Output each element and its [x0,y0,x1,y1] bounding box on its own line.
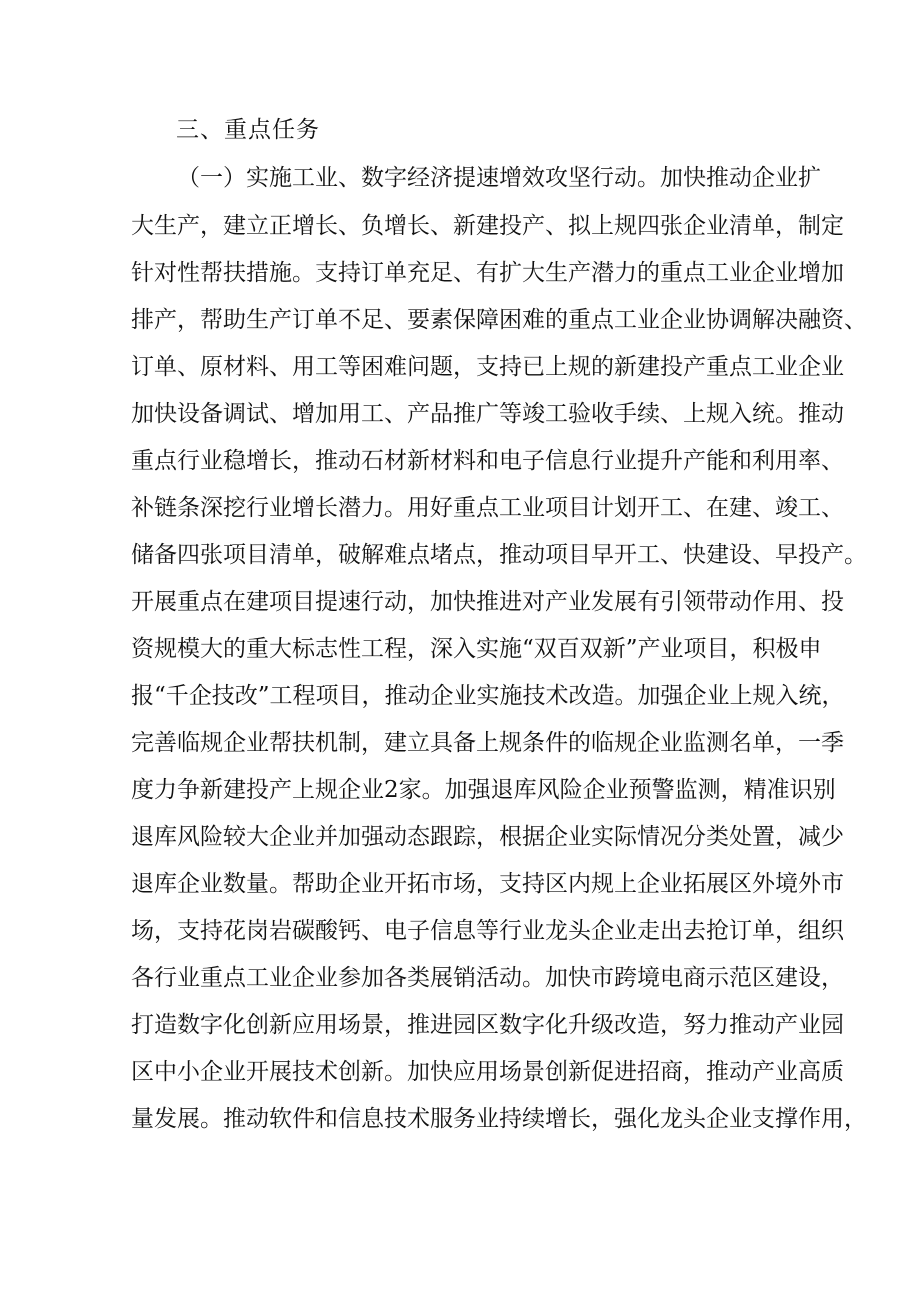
paragraph-line: （一）实施工业、数字经济提速增效攻坚行动。加快推动企业扩 [177,165,821,191]
paragraph-line: 大生产，建立正增长、负增长、新建投产、拟上规四张企业清单，制定 [131,213,844,239]
paragraph-line: 场，支持花岗岩碳酸钙、电子信息等行业龙头企业走出去抢订单，组织 [131,918,844,944]
paragraph-line: 开展重点在建项目提速行动，加快推进对产业发展有引领带动作用、投 [131,589,844,615]
paragraph-line: 打造数字化创新应用场景，推进园区数字化升级改造，努力推动产业园 [131,1012,844,1038]
paragraph-line: 退库企业数量。帮助企业开拓市场，支持区内规上企业拓展区外境外市 [131,871,844,897]
paragraph-line: 加快设备调试、增加用工、产品推广等竣工验收手续、上规入统。推动 [131,401,844,427]
paragraph-line: 区中小企业开展技术创新。加快应用场景创新促进招商，推动产业高质 [131,1059,844,1085]
paragraph-line: 储备四张项目清单，破解难点堵点，推动项目早开工、快建设、早投产。 [131,542,867,568]
paragraph-line: 订单、原材料、用工等困难问题，支持已上规的新建投产重点工业企业 [131,354,844,380]
paragraph-line: 资规模大的重大标志性工程，深入实施“双百双新”产业项目，积极申 [131,636,822,662]
paragraph-line: 补链条深挖行业增长潜力。用好重点工业项目计划开工、在建、竣工、 [131,495,844,521]
paragraph-line: 退库风险较大企业并加强动态跟踪，根据企业实际情况分类处置，减少 [131,824,844,850]
paragraph-line: 各行业重点工业企业参加各类展销活动。加快市跨境电商示范区建设， [131,965,844,991]
paragraph-line: 排产，帮助生产订单不足、要素保障困难的重点工业企业协调解决融资、 [131,307,867,333]
paragraph-line: 量发展。推动软件和信息技术服务业持续增长，强化龙头企业支撑作用， [131,1106,867,1132]
paragraph-line: 完善临规企业帮扶机制，建立具备上规条件的临规企业监测名单，一季 [131,730,844,756]
paragraph-line: 重点行业稳增长，推动石材新材料和电子信息行业提升产能和利用率、 [131,448,844,474]
paragraph-line: 度力争新建投产上规企业2家。加强退库风险企业预警监测，精准识别 [131,777,836,803]
paragraph-line: 报“千企技改”工程项目，推动企业实施技术改造。加强企业上规入统， [131,683,845,709]
paragraph-line: 针对性帮扶措施。支持订单充足、有扩大生产潜力的重点工业企业增加 [131,260,844,286]
section-heading: 三、重点任务 [176,117,320,143]
